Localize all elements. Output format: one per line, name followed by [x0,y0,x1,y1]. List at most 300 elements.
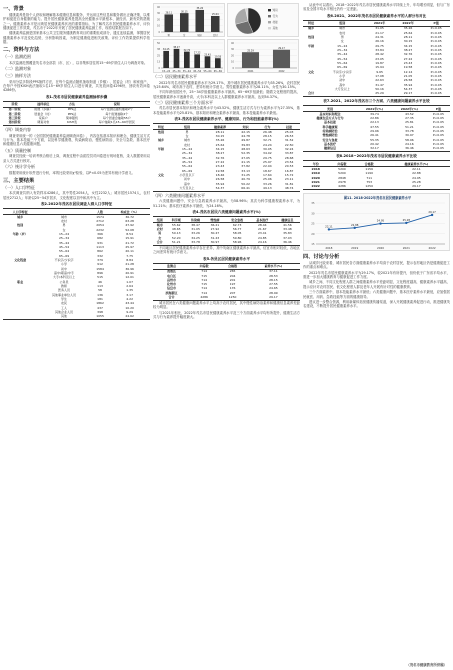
table-cell: 20.42 [370,142,379,147]
table-cell: 55~64 [58,249,70,254]
chart-title: 图11. 2018-2022年茂名市居民健康素养水平 [343,196,412,201]
table-cell: 26.53 [284,134,294,139]
table-cell: 27.35 [405,116,414,121]
table-cell: 50.16 [375,86,384,91]
bar [242,52,259,68]
chart-age [153,39,225,73]
table-cell: 66.41 [235,187,257,192]
table-cell: 1.35 [126,288,133,293]
table-cell: 197 [229,282,236,287]
table-header-cell: 构成比（%） [109,209,150,215]
paragraph: 不同年龄组居民中，25~34岁组健康素养水平最高，65~69岁组最低；随着文化程度的提高，居民健康素养水平逐渐升高，大专/本科及以上人群健康素养水平最高，达到54.37%。 [153,90,300,99]
data-point [328,228,330,230]
subsection-heading: （二）居民健康素养水平 [153,74,197,79]
subsection-heading: （五）质量控制 [3,147,31,153]
table-cell: 15~24 [337,43,348,48]
x-tick-label: 2022 [278,70,285,74]
table-header-cell: 健康素养 [205,124,235,130]
x-tick-label: 2019 [351,246,359,251]
table-cell: 31.81 [284,181,294,186]
table-header-cell: 人数 [91,209,109,215]
table-cell: 32.76 [215,155,225,160]
table-header-cell: 特征 [303,20,319,26]
table-cell: 3.17 [126,292,133,297]
table-cell: 健康信息 [303,147,357,152]
table-cell: 4286 [190,296,218,301]
table-cell: 29.96 [370,129,379,134]
table-cell: 204 [229,273,236,278]
table-cell: 文化 [157,172,164,177]
table-cell: 22.50 [284,142,294,147]
table-cell: 47.92 [125,223,134,228]
table-cell: 715 [201,273,208,278]
table-cell: 农村 [61,218,68,223]
table-cell: 37.82 [241,164,250,169]
y-tick-label: 50 [156,41,160,45]
table-cell: 332 [97,253,103,258]
y-tick-label: 25 [156,54,160,58]
table-header-cell: 方法 [60,101,83,107]
data-label: 32.76 [183,48,191,52]
data-label: 25.29 [247,49,254,53]
y-tick-label: 15 [311,243,315,247]
table-cell: 2712 [96,218,104,223]
data-label: 19.58 [214,55,222,59]
table-cell: 年龄 [308,43,315,48]
table-header-cell: 类别 [303,106,357,112]
table-cell: 26.16 [375,39,384,44]
x-tick-label: 35~44 [182,70,191,74]
table-cell: 52.20 [171,235,181,240]
table-cell: 30.15 [215,134,225,139]
table-cell: 34.15 [403,43,413,48]
table-cell: 28.53 [269,273,278,278]
table-cell: 1113 [96,244,104,249]
table-cell: 城市 [339,26,346,31]
table-cell: 39.83 [241,142,250,147]
table-cell: 25.28 [412,179,421,184]
paragraph: 茂名市居民基本知识和理念素养水平为43.52%，健康生活方式与行为素养水平为27.35%，基本技能素养水平为25.81%，基本知识和理念素养水平最高，基本技能素养水平最低。 [153,106,300,115]
table-cell: 24.16 [250,241,275,246]
table-cell: 17.64 [263,172,272,177]
table-cell: 36.21 [210,222,220,227]
table-cell: 第四阶段 [3,121,26,126]
table-cell: 21.17 [375,30,384,35]
table-cell: 31.25 [241,172,250,177]
table-row [303,185,450,190]
table-cell: 47.55 [370,124,379,129]
table-cell: 27.22 [403,56,413,61]
table-cell: 26.41 [370,133,379,138]
table-cell: 年龄（岁） [12,231,28,236]
table-cell: 515 [97,275,103,280]
table-cell: 21.67 [257,226,267,231]
table-cell: 每个居委会抽取55户 [102,116,131,121]
y-tick-label: 0 [158,66,160,70]
table-header-cell: 组别 [153,217,167,223]
table-cell: 28.42 [375,52,384,57]
bar [215,58,221,68]
table-cell: 男 [62,223,66,228]
table-cell: 25.64 [215,142,225,147]
table-cell: P<0.05 [432,116,444,121]
table-cell: 437 [97,305,103,310]
table-cell: 8.54 [126,231,133,236]
paragraph: 调查员经统一培训考核合格后上岗，调查过程中由质控员对问卷进行现场复核，录入数据采用双录入方式进行核对。 [3,154,150,163]
table-cell: 33.26 [191,231,200,236]
table-cell: 714 [201,286,208,291]
table-cell: 25.03 [284,129,294,134]
table-cell: 15.72 [284,172,294,177]
table-cell: 398 [97,309,103,314]
table-cell: 23.43 [215,164,225,169]
table-header-cell: 安全急救 [225,217,250,223]
data-label: 38.27 [173,46,180,50]
table-cell: 健康生活方式与行为 [316,116,344,121]
chart-gender-urban [153,3,225,37]
aspect-compare-table [303,105,450,152]
table-cell: 19.58 [403,65,413,70]
table-caption: 表3.茂名市居民健康素养水平、健康知识、行为和技能素养率(%) [174,117,279,122]
table-cell: 家庭户 [38,116,48,121]
table-cell: 15.94 [375,65,384,70]
table-cell: P<0.05 [430,47,442,52]
table-row [153,241,300,246]
bar [184,52,190,68]
y-tick-label: 30 [230,48,234,52]
y-tick-label: 35 [311,202,315,206]
paragraph: 从表中可以看出，2018~2022年茂名市居民健康素养水平持续上升，年均增长明显，但与广东省及全国平均水平相比仍有一定差距。 [303,3,450,12]
table-cell: P<0.05 [432,120,444,125]
table-cell: 265 [229,269,236,274]
table-cell: 9.65 [376,69,383,74]
table-header-cell: 2021年(%) [357,106,392,112]
table-caption: 表7.2021、2022年茂名市三个方面、六类健康问题素养水平比较 [323,99,430,104]
table-cell: 19.87 [375,60,384,65]
legend-swatch [268,21,271,23]
table-cell: 39.74 [370,111,379,116]
table-cell: 20.11 [125,249,134,254]
table-cell: 公务员 [59,279,69,284]
table-cell: 25.06 [263,177,272,182]
table-cell: 不识字/少识字 [332,69,352,74]
table-cell: 42.15 [241,129,250,134]
table-cell: 63.28 [125,218,134,223]
data-label: 35.26 [196,7,204,11]
table-header-cell: 科学观 [167,217,186,223]
table-cell: 电白区 [166,273,176,278]
table-cell: PPS法 [67,111,77,116]
table-cell: 24.95 [412,175,421,180]
table-cell: 30.05 [263,147,272,151]
table-cell: 46 [98,279,102,284]
table-cell: 715 [201,282,208,287]
table-cell: 20.53 [284,164,294,169]
table-cell: 30.97 [405,133,414,138]
table-cell: 33.48 [283,226,292,231]
table-cell: 28.11 [215,129,225,134]
paragraph: 数据采用统计软件进行分析，率的比较采用χ²检验，以P<0.05为差异有统计学意义。 [9,170,135,175]
table-cell: 18.46 [215,172,225,177]
x-tick-label: 女 [183,34,186,38]
table-cell: 47.05 [241,155,250,160]
table-cell: 58.96 [405,137,414,142]
table-cell: 28.11 [403,34,413,39]
table-cell: 36.46 [392,147,427,152]
table-cell: 33.84 [375,47,384,52]
table-cell: 35.26 [215,138,225,143]
table-cell: 136 [97,292,103,297]
table-cell: 52.35 [241,151,250,156]
table-cell: 高中 [184,181,191,186]
table-cell: 2232 [96,227,104,232]
table-cell: 41.56 [283,222,292,227]
table-row [303,147,450,152]
x-tick-label: 2018 [325,246,333,251]
table-cell: KISH表 [60,121,83,126]
table-row [3,315,150,320]
table-cell: 23.05 [375,56,384,61]
legend-swatch [268,15,271,17]
data-label: 25.64 [211,13,219,17]
table-cell: 化州市 [166,282,176,287]
table-cell: 45~54 [337,56,348,61]
paragraph: 本次调查共纳入有效样本4286人，其中男性2054人，女性2232人；城市居民1574人，农村居民2712人；年龄以25~54岁居多，文化程度以初中和高中为主。 [3,191,150,200]
table-cell: 初中 [61,266,68,271]
subsection-heading: （六）统计学分析 [3,164,35,169]
table-cell: 24.31 [375,34,384,39]
y-tick-label: 0 [158,30,160,34]
table-cell: 58.96 [225,241,250,246]
table-cell: P<0.05 [430,78,442,83]
subsection-heading: （一）监测范围 [3,54,31,60]
table-cell: 25~34 [337,47,348,52]
table-cell: 201 [229,277,236,282]
table-cell: 女 [62,227,66,232]
table-cell: 19.58 [215,168,225,173]
table-cell: 35~44 [58,240,70,245]
table-cell: 文化程度 [14,257,27,262]
table-cell: P<0.05 [422,92,450,97]
legend-label: 其他 [272,26,278,30]
paragraph: 六类健康问题中，安全与急救素养水平最高，为58.96%；其次为科学健康观素养水平，为51.21%；基本医疗素养水平最低，为24.16%。 [153,199,300,208]
table-cell: 30.47 [210,231,220,236]
table-cell: 51.21 [167,241,186,246]
table-cell: 30.97 [205,241,224,246]
table-cell [153,187,169,192]
table-cell: P>0.05 [430,69,442,74]
table-cell: 2022 [303,185,328,190]
data-label: 29.17 [428,211,436,215]
table-cell: 安全与急救 [322,137,338,142]
data-label: 24.95 [376,219,385,223]
table-cell: 25~34 [181,151,193,156]
paragraph: 采用分层多阶段PPS抽样方法，在每个监测点随机抽取街道（乡镇）、居委会（村）和家庭户，在每户中按KISH表法抽取1名15~69岁常住人口进行调查，共发放问卷4296份，回收有效问卷4286份。 [3,79,150,93]
table-cell: 其他企业人员 [55,309,74,314]
table-header-cell: 2022年 [394,20,422,26]
table-cell: 366 [97,231,103,236]
table-cell: 基本医疗 [323,142,336,147]
y-tick-label: 38 [156,48,160,52]
table-cell: 31.05 [191,226,200,231]
table-cell: 大专/本科及以上 [53,275,76,280]
table-header-cell: 阶段 [3,101,26,107]
table-cell: 176 [229,286,236,291]
table-cell: 34.25 [191,235,200,240]
table-cell: 43.52 [405,111,414,116]
table-cell: 其他事业单位人员 [52,292,77,297]
table-caption: 表1.茂名市居民健康素养监测抽样步骤 [45,94,108,99]
data-label: 30.15 [180,10,188,14]
x-tick-label: 15~24 [162,70,171,74]
table-cell: 56.77 [232,226,242,231]
y-tick-label: 40 [156,5,160,9]
table-cell: P<0.05 [430,39,442,44]
paragraph: 不同地区居民健康素养水平存在差异，其中茂南区健康素养水平最高，信宜市相对较低，各地区之间差异有统计学意义。 [153,245,300,255]
table-row [303,92,450,97]
bar [174,49,180,68]
table-header-cell: 合格数 [218,263,246,269]
bar [211,16,220,32]
table-cell: 1.07 [126,279,133,284]
table-header-cell: 健康信息 [275,217,300,223]
bar [205,56,211,68]
table-cell: 45~54 [181,159,193,164]
table-cell: 5200 [338,166,346,171]
table-cell: 38.27 [403,47,413,52]
table-cell: 931 [97,240,103,245]
paragraph: 从城乡比较来看，城市居民各方面健康素养水平均高于农村居民，提示农村地区仍是健康促进工作的重点和难点。 [303,261,450,270]
table-header-cell: 基本医疗 [250,217,275,223]
table-cell: 15~24 [58,231,70,236]
table-cell: 17.08 [375,73,384,78]
table-cell: P<0.05 [430,60,442,65]
paragraph: 与2021年相比，2022年茂名市居民健康素养水平及三个方面素养水平均有所提升，健康生活方式与行为素养提升幅度最大。 [153,310,300,320]
table-cell: 44.78 [241,134,250,139]
x-tick-label: 农村 [212,34,218,38]
table-cell: 912 [97,262,103,267]
table-cell: 31.43 [210,235,220,240]
y-tick-label: 25 [311,222,315,226]
table-cell: 29.17 [394,92,422,97]
table-cell: 22.04 [263,164,272,169]
y-tick-label: 20 [311,232,315,236]
table-cell: 23.54 [284,159,294,164]
table-cell: 1574 [96,214,104,219]
column-middle [153,3,300,320]
section-heading: 三、主要结果 [3,177,35,184]
table-cell: 城乡 [157,138,164,143]
table-cell: 教师 [61,283,68,288]
table-cell: 大专及以上 [169,187,205,192]
data-label: 29.17 [278,46,285,50]
table-cell [3,315,37,320]
legend-swatch [268,9,271,11]
table-header-cell: 慢性病 [205,217,224,223]
y-tick-label: 40 [230,41,234,45]
sampling-table [3,101,150,127]
data-label: 23.43 [204,53,211,57]
table-caption: 表6.2021、2022年茂名市居民健康素养水平的人群分布对比 [326,13,427,18]
table-header-cell: 素养水平(%) [247,263,300,269]
table-cell: 城乡 [308,26,315,31]
data-point [354,227,356,229]
table-cell: 初中 [184,177,191,182]
table-cell: 37.03 [283,235,292,240]
data-label: 22.88 [350,223,359,227]
chart-trend [303,193,450,251]
data-label: 25.28 [402,219,411,223]
table-cell: 33.78 [186,241,205,246]
table-cell: 65~69 [337,65,348,70]
column-left [3,3,150,320]
table-cell: 16.87 [284,168,294,173]
demographics-table [3,208,150,320]
table-cell: 4.22 [126,296,133,301]
x-tick-label: 男 [167,34,170,38]
table-cell: 48.74 [278,187,300,192]
legend-label: 行为 [272,14,278,18]
table-cell: 24.85 [257,235,267,240]
table-cell: 24.16 [405,142,414,147]
x-tick-label: 城市 [197,34,203,38]
trend-table [303,160,450,190]
table-cell: 男 [158,231,162,236]
table-cell: 科学健康观 [322,124,338,129]
table-cell: 22.86 [370,116,379,121]
table-header-cell: 人口学特征 [3,209,37,215]
table-cell: 33.87 [284,151,294,156]
table-cell: P<0.05 [430,34,442,39]
table-cell: 35.94 [403,82,413,87]
paragraph: 健康素养监测是国家基本公共卫生服务健康教育项目的重要组成部分，通过连续监测，掌握居民健康素养水平及变化趋势，分析影响因素，为制定健康促进相关政策、评价工作效果提供科学依据。 [3,31,150,45]
table-cell [319,92,365,97]
table-cell: 每个监测点随机抽取2个 [100,107,133,112]
table-cell: 54.37 [205,187,235,192]
subsection-heading: （四）六类健康问题素养水平 [153,192,205,198]
table-cell: 第一阶段 [8,107,21,112]
table-cell: 43.44 [125,301,134,306]
table-cell: 50.13 [171,231,181,236]
data-point [431,214,433,216]
chart-pie [227,3,299,37]
table-cell: 48.65 [171,226,181,231]
table-cell: 小学及以下 [179,172,195,177]
y-tick-label: 20 [230,54,234,58]
table-cell: 65~69 [181,168,193,173]
y-tick-label: 13 [156,60,160,64]
x-tick-label: 2022 [428,246,436,251]
table-cell: 753 [366,179,373,184]
table-cell: 31.05 [375,26,384,31]
table-caption: 表8.2018~2022年茂名市居民健康素养水平比较 [336,154,417,159]
table-cell: 35~44 [337,52,348,57]
table-cell: 22.11 [412,166,421,171]
table-cell: 居委会（村） [34,111,53,116]
table-cell: 工人 [61,305,68,310]
table-header-cell: 组别 [319,20,365,26]
table-cell: 35.83 [283,231,292,236]
table-caption: 表5.各县区居民健康素养水平 [203,256,250,261]
table-cell: 2978 [338,179,346,184]
y-tick-label: 20 [156,18,160,22]
table-cell: 29.75 [263,155,272,160]
table-cell: 45~54 [58,244,70,249]
table-cell: 第三阶段 [8,116,21,121]
table-cell: 54.37 [403,86,413,91]
table-cell: 1862 [96,301,104,306]
table-cell: 每户抽取1名15~69岁居民 [84,121,150,126]
